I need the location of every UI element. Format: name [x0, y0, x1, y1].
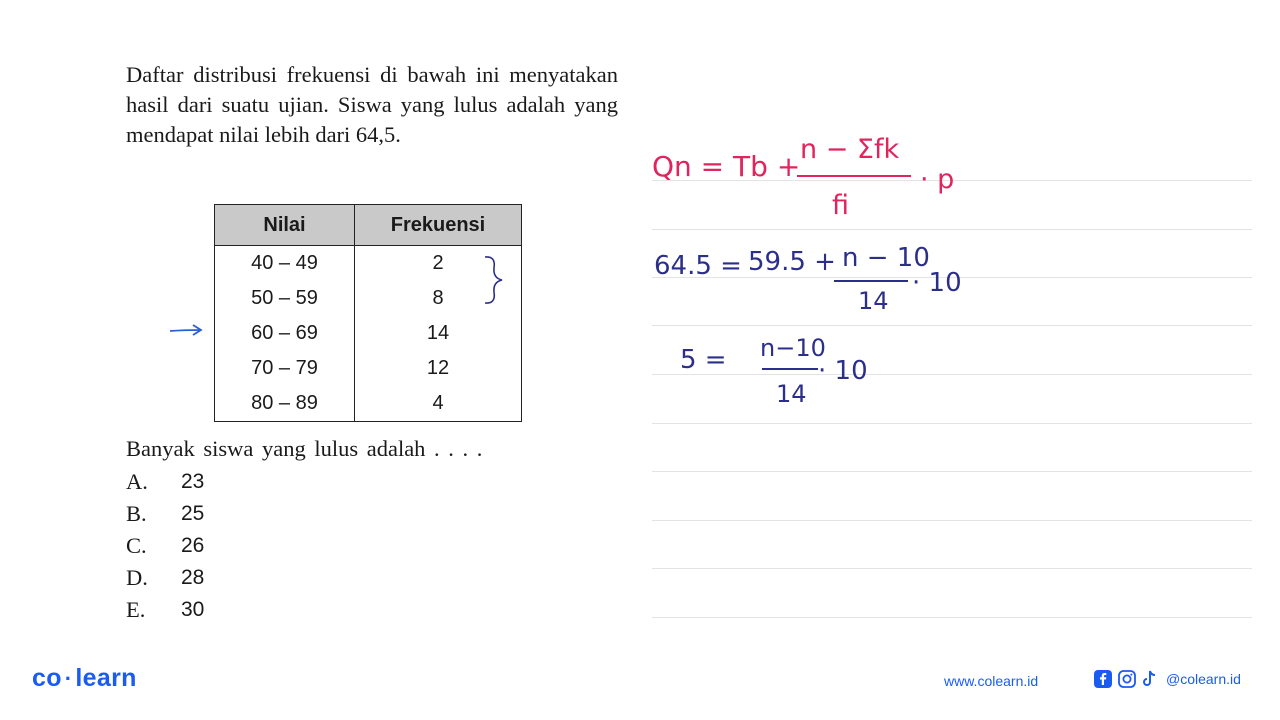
- header-frekuensi: Frekuensi: [355, 205, 522, 246]
- rule-line: [652, 471, 1252, 472]
- logo-dot: ·: [64, 666, 73, 691]
- table-row: [215, 316, 522, 351]
- option-letter: A.: [126, 469, 148, 494]
- table-header-row: [215, 205, 522, 246]
- step2-lhs: 5 =: [680, 345, 727, 375]
- colearn-logo: [32, 664, 137, 693]
- table-row: [215, 386, 522, 422]
- option-letter: E.: [126, 597, 146, 622]
- option-value: 25: [181, 502, 205, 525]
- option-c[interactable]: [126, 530, 204, 562]
- social-handle[interactable]: @colearn.id: [1166, 671, 1241, 687]
- rule-line: [652, 374, 1252, 375]
- cell-frekuensi: 12: [355, 351, 522, 386]
- rule-line: [652, 325, 1252, 326]
- cell-frekuensi: 14: [355, 316, 522, 351]
- step1-lhs: 64.5 =: [654, 251, 742, 281]
- formula-numerator: n − Σfk: [800, 134, 900, 165]
- brace-icon: [482, 254, 508, 306]
- step1-denominator: 14: [858, 287, 889, 315]
- option-letter: B.: [126, 501, 147, 526]
- notebook-lines: [652, 0, 1252, 720]
- step1-mid: 59.5 +: [748, 247, 836, 277]
- rule-line: [652, 423, 1252, 424]
- rule-line: [652, 229, 1252, 230]
- arrow-icon: [168, 322, 204, 338]
- step1-multiplier: · 10: [912, 268, 962, 298]
- rule-line: [652, 520, 1252, 521]
- option-value: 26: [181, 534, 205, 557]
- table-row: [215, 281, 522, 316]
- logo-co: co: [32, 664, 62, 692]
- header-nilai: Nilai: [215, 205, 355, 246]
- table-row: [215, 246, 522, 282]
- formula-multiplier: · p: [920, 164, 955, 195]
- step2-numerator: n−10: [760, 334, 826, 362]
- facebook-icon[interactable]: [1094, 670, 1112, 688]
- option-letter: C.: [126, 533, 147, 558]
- website-link[interactable]: www.colearn.id: [944, 673, 1039, 689]
- option-letter: D.: [126, 565, 148, 590]
- step1-numerator: n − 10: [842, 243, 930, 273]
- option-value: 30: [181, 598, 205, 621]
- formula-lhs: Qn = Tb +: [652, 150, 801, 183]
- formula-fraction-bar: [795, 174, 915, 178]
- prompt-text: Banyak siswa yang lulus adalah . . . .: [126, 436, 483, 461]
- cell-nilai: 50 – 59: [215, 281, 355, 316]
- cell-nilai: 40 – 49: [215, 246, 355, 282]
- cell-frekuensi: 8: [355, 281, 522, 316]
- tiktok-icon[interactable]: [1142, 670, 1158, 688]
- answer-options: [126, 466, 204, 626]
- frequency-table: [214, 204, 522, 422]
- table-row: [215, 351, 522, 386]
- step2-multiplier: · 10: [818, 356, 868, 386]
- option-e[interactable]: [126, 594, 204, 626]
- option-a[interactable]: [126, 466, 204, 498]
- step2-denominator: 14: [776, 380, 807, 408]
- step2-fraction-bar: [760, 367, 822, 371]
- rule-line: [652, 568, 1252, 569]
- question-text: Daftar distribusi frekuensi di bawah ini menyatakan hasil dari suatu ujian. Siswa yang lulus adalah yang mendapat nilai lebih dari 64,5.: [126, 62, 618, 147]
- option-b[interactable]: [126, 498, 204, 530]
- option-d[interactable]: [126, 562, 204, 594]
- cell-frekuensi: 2: [355, 246, 522, 282]
- social-links: [1094, 670, 1241, 688]
- cell-frekuensi: 4: [355, 386, 522, 422]
- instagram-icon[interactable]: [1118, 670, 1136, 688]
- step1-fraction-bar: [832, 279, 912, 283]
- cell-nilai: 80 – 89: [215, 386, 355, 422]
- formula-denominator: fi: [832, 190, 850, 221]
- logo-learn: learn: [75, 664, 137, 692]
- cell-nilai: 60 – 69: [215, 316, 355, 351]
- option-value: 28: [181, 566, 205, 589]
- cell-nilai: 70 – 79: [215, 351, 355, 386]
- option-value: 23: [181, 470, 205, 493]
- rule-line: [652, 617, 1252, 618]
